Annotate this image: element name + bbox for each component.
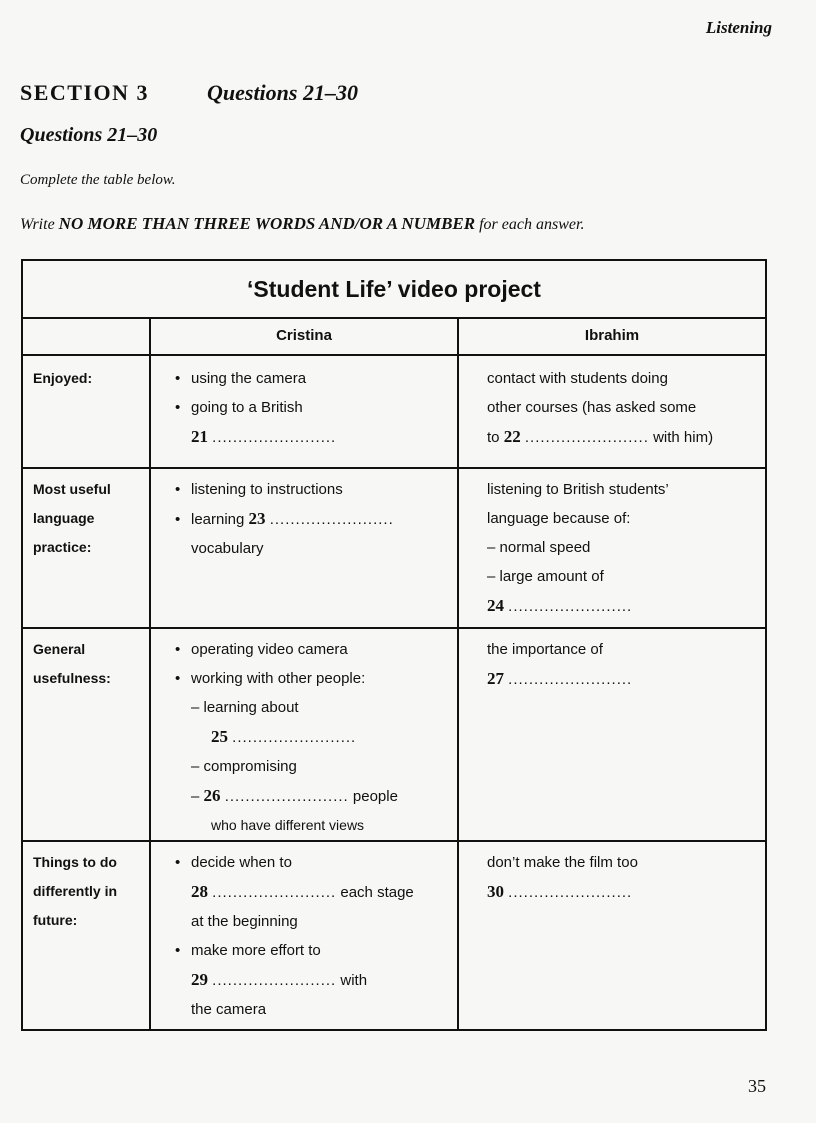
- question-number: 23: [248, 509, 266, 528]
- blank-dots: ........................: [269, 511, 394, 528]
- bullet-text: working with other people:: [191, 670, 366, 687]
- ibrahim-cell: [487, 475, 767, 627]
- section-questions: Questions 21–30: [207, 80, 358, 105]
- row-label: [33, 848, 143, 1029]
- table-row-enjoyed: [23, 354, 765, 469]
- text-line: the camera: [191, 1001, 267, 1018]
- column-divider: [457, 317, 459, 1029]
- blank-dots: ........................: [524, 429, 649, 446]
- bullet-item: • operating video camera: [175, 641, 348, 658]
- answer-table: [21, 259, 767, 1031]
- section-heading: [20, 80, 358, 106]
- post-text: each stage: [340, 884, 414, 901]
- instruction-word-limit: [20, 214, 584, 234]
- text-line: contact with students doing: [487, 370, 668, 387]
- answer-blank-23[interactable]: • learning 23 ........................: [175, 509, 394, 528]
- text-line: at the beginning: [191, 913, 298, 930]
- blank-dots: ........................: [508, 671, 633, 688]
- bullet-item: • make more effort to: [175, 942, 321, 959]
- row-label-line: usefulness:: [33, 670, 111, 686]
- row-label-line: Most useful: [33, 481, 111, 497]
- blank-dots: ........................: [508, 598, 633, 615]
- page-header-label: Listening: [705, 18, 772, 37]
- answer-blank-24[interactable]: [487, 591, 767, 621]
- header-cristina: Cristina: [276, 327, 332, 344]
- table-row-general-usefulness: [23, 627, 765, 842]
- header-empty: [23, 317, 149, 354]
- row-label-line: General: [33, 641, 86, 657]
- bullet-item: • going to a British: [175, 399, 303, 416]
- cristina-cell: [175, 475, 465, 627]
- ibrahim-cell: [487, 848, 767, 1029]
- question-number: 27: [487, 669, 504, 688]
- table-header-row: [23, 317, 765, 356]
- page-number: 35: [748, 1076, 766, 1096]
- bullet-text: operating video camera: [191, 641, 348, 658]
- row-label-line: Enjoyed:: [33, 370, 93, 386]
- cristina-cell: [175, 848, 465, 1029]
- text-line: – normal speed: [487, 539, 591, 556]
- table-row-language-practice: [23, 467, 765, 629]
- text-line: – learning about: [191, 699, 299, 716]
- row-label-line: Things to do: [33, 854, 117, 870]
- row-label: [33, 475, 143, 627]
- questions-subheading: Questions 21–30: [20, 124, 158, 146]
- blank-dots: ........................: [212, 972, 337, 989]
- instruction-complete-table: Complete the table below.: [20, 172, 176, 188]
- blank-dots: ........................: [224, 788, 349, 805]
- text-line: vocabulary: [191, 540, 264, 557]
- blank-dots: ........................: [508, 884, 633, 901]
- blank-dots: ........................: [232, 729, 357, 746]
- row-label: [33, 635, 143, 840]
- row-label-line: future:: [33, 912, 78, 928]
- answer-blank-26[interactable]: – 26 ........................ people: [191, 786, 398, 805]
- answer-blank-29[interactable]: [175, 965, 465, 995]
- post-text: with: [340, 972, 368, 989]
- question-number: 30: [487, 882, 504, 901]
- answer-blank-22[interactable]: [487, 422, 767, 452]
- table-row-things-differently: [23, 840, 765, 1029]
- ibrahim-cell: [487, 635, 767, 840]
- blank-dots: ........................: [212, 884, 337, 901]
- bullet-text: make more effort to: [191, 942, 321, 959]
- question-number: 22: [503, 427, 521, 446]
- instruction-prefix: Write: [20, 216, 55, 233]
- text-line: – large amount of: [487, 568, 604, 585]
- text-line: other courses (has asked some: [487, 399, 697, 416]
- text-line: – compromising: [191, 758, 297, 775]
- bullet-text: using the camera: [191, 370, 307, 387]
- question-number: 28: [191, 882, 208, 901]
- table-title: ‘Student Life’ video project: [23, 261, 765, 319]
- answer-blank-25[interactable]: [175, 722, 465, 752]
- post-text: people: [352, 788, 398, 805]
- row-label-line: language: [33, 510, 95, 526]
- pre-text: to: [487, 429, 500, 446]
- bullet-text: going to a British: [191, 399, 303, 416]
- bullet-text: decide when to: [191, 854, 292, 871]
- question-number: 29: [191, 970, 208, 989]
- question-number: 24: [487, 596, 504, 615]
- blank-dots: ........................: [212, 429, 337, 446]
- header-ibrahim: Ibrahim: [584, 327, 640, 344]
- text-line: language because of:: [487, 510, 631, 527]
- question-number: 21: [191, 427, 208, 446]
- bullet-item: • decide when to: [175, 854, 292, 871]
- cristina-cell: [175, 635, 465, 840]
- bullet-text: listening to instructions: [191, 481, 343, 498]
- instruction-bold: NO MORE THAN THREE WORDS AND/OR A NUMBER: [58, 214, 476, 233]
- question-number: 25: [211, 727, 228, 746]
- section-label: SECTION 3: [20, 80, 150, 105]
- bullet-item: • using the camera: [175, 370, 307, 387]
- answer-blank-30[interactable]: [487, 877, 767, 907]
- post-text: with him): [653, 429, 714, 446]
- row-label-line: practice:: [33, 539, 92, 555]
- text-line: listening to British students’: [487, 481, 669, 498]
- text-line: the importance of: [487, 641, 603, 658]
- bullet-item: • listening to instructions: [175, 481, 343, 498]
- instruction-suffix: for each answer.: [479, 216, 585, 233]
- ibrahim-cell: [487, 364, 767, 467]
- answer-blank-28[interactable]: [175, 877, 465, 907]
- cristina-cell: [175, 364, 465, 467]
- row-label: [33, 364, 143, 467]
- text-line: who have different views: [211, 817, 365, 833]
- answer-blank-27[interactable]: [487, 664, 767, 694]
- answer-blank-21[interactable]: [175, 422, 465, 452]
- question-number: 26: [203, 786, 221, 805]
- column-divider: [149, 317, 151, 1029]
- bullet-item: • working with other people:: [175, 670, 366, 687]
- text-line: don’t make the film too: [487, 854, 638, 871]
- bullet-text: learning: [191, 511, 245, 528]
- row-label-line: differently in: [33, 883, 118, 899]
